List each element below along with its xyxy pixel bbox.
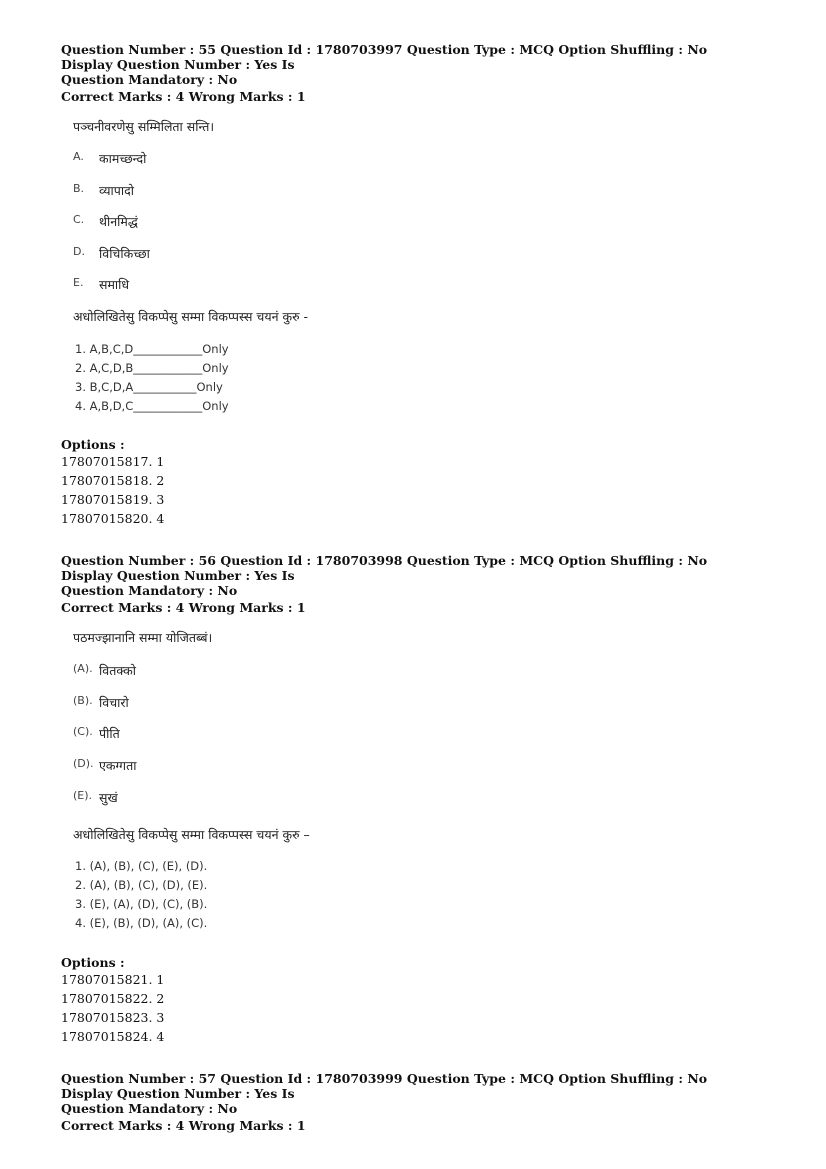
statement-b	[73, 182, 134, 199]
question-mandatory: Question Mandatory : No	[61, 72, 238, 87]
choice-1: 1. A,B,C,D____________Only	[75, 342, 229, 356]
statement-c	[73, 725, 120, 742]
statement-d	[73, 245, 150, 262]
statement-text: एकग्गता	[99, 758, 137, 773]
option-4: 17807015824. 4	[61, 1029, 165, 1044]
statement-d	[73, 757, 136, 774]
statement-text: वितक्को	[99, 663, 136, 678]
question-instruction: अधोलिखितेसु विकप्पेसु सम्मा विकप्पस्स चयनं कुरु -	[73, 309, 309, 324]
options-block	[61, 955, 164, 1046]
choices-list	[61, 857, 207, 933]
statement-label: (A).	[73, 662, 93, 675]
option-2: 17807015818. 2	[61, 473, 165, 488]
statement-label: D.	[73, 245, 85, 258]
option-4: 17807015820. 4	[61, 511, 165, 526]
option-1: 17807015821. 1	[61, 972, 165, 987]
statement-text: थीनमिद्धं	[99, 214, 138, 229]
question-mandatory: Question Mandatory : No	[61, 1101, 238, 1116]
question-header: Question Number : 56 Question Id : 1780703998 Question Type : MCQ Option Shuffling : No Display Question Number : Yes Is	[61, 553, 708, 583]
statement-a	[73, 150, 146, 167]
choice-2: 2. (A), (B), (C), (D), (E).	[75, 878, 208, 892]
options-block	[61, 437, 164, 528]
option-3: 17807015823. 3	[61, 1010, 165, 1025]
question-stem: पठमज्झानानि सम्मा योजितब्बं।	[73, 630, 213, 645]
question-56	[61, 553, 761, 615]
option-2: 17807015822. 2	[61, 991, 165, 1006]
statement-label: (C).	[73, 725, 93, 738]
question-header: Question Number : 55 Question Id : 1780703997 Question Type : MCQ Option Shuffling : No Display Question Number : Yes Is	[61, 42, 708, 72]
statement-e	[73, 789, 118, 806]
question-mandatory: Question Mandatory : No	[61, 583, 238, 598]
statement-label: E.	[73, 276, 84, 289]
statement-e	[73, 276, 129, 293]
statement-label: (B).	[73, 694, 93, 707]
statement-a	[73, 662, 136, 679]
statement-label: (E).	[73, 789, 93, 802]
question-55	[61, 42, 761, 104]
statement-b	[73, 694, 129, 711]
statement-c	[73, 213, 138, 230]
statement-text: पीति	[99, 726, 120, 741]
statement-text: विचारो	[99, 695, 129, 710]
question-marks: Correct Marks : 4 Wrong Marks : 1	[61, 1118, 306, 1133]
options-title: Options :	[61, 437, 125, 452]
choice-2: 2. A,C,D,B____________Only	[75, 361, 229, 375]
choice-3: 3. (E), (A), (D), (C), (B).	[75, 897, 208, 911]
choice-1: 1. (A), (B), (C), (E), (D).	[75, 859, 208, 873]
option-1: 17807015817. 1	[61, 454, 165, 469]
statement-label: (D).	[73, 757, 94, 770]
statement-label: B.	[73, 182, 85, 195]
question-header: Question Number : 57 Question Id : 1780703999 Question Type : MCQ Option Shuffling : No Display Question Number : Yes Is	[61, 1071, 708, 1101]
option-3: 17807015819. 3	[61, 492, 165, 507]
statement-text: सुखं	[99, 790, 118, 805]
question-marks: Correct Marks : 4 Wrong Marks : 1	[61, 600, 306, 615]
statement-label: A.	[73, 150, 84, 163]
statement-text: समाधि	[99, 277, 130, 292]
question-stem: पञ्चनीवरणेसु सम्मिलिता सन्ति।	[73, 119, 215, 134]
choices-list	[61, 340, 229, 416]
choice-3: 3. B,C,D,A___________Only	[75, 380, 223, 394]
choice-4: 4. A,B,D,C____________Only	[75, 399, 229, 413]
statement-text: व्यापादो	[99, 183, 134, 198]
statement-text: विचिकिच्छा	[99, 246, 150, 261]
question-57	[61, 1071, 761, 1133]
statement-label: C.	[73, 213, 85, 226]
choice-4: 4. (E), (B), (D), (A), (C).	[75, 916, 208, 930]
question-marks: Correct Marks : 4 Wrong Marks : 1	[61, 89, 306, 104]
question-instruction: अधोलिखितेसु विकप्पेसु सम्मा विकप्पस्स चयनं कुरु –	[73, 827, 310, 842]
statement-text: कामच्छन्दो	[99, 151, 147, 166]
options-title: Options :	[61, 955, 125, 970]
